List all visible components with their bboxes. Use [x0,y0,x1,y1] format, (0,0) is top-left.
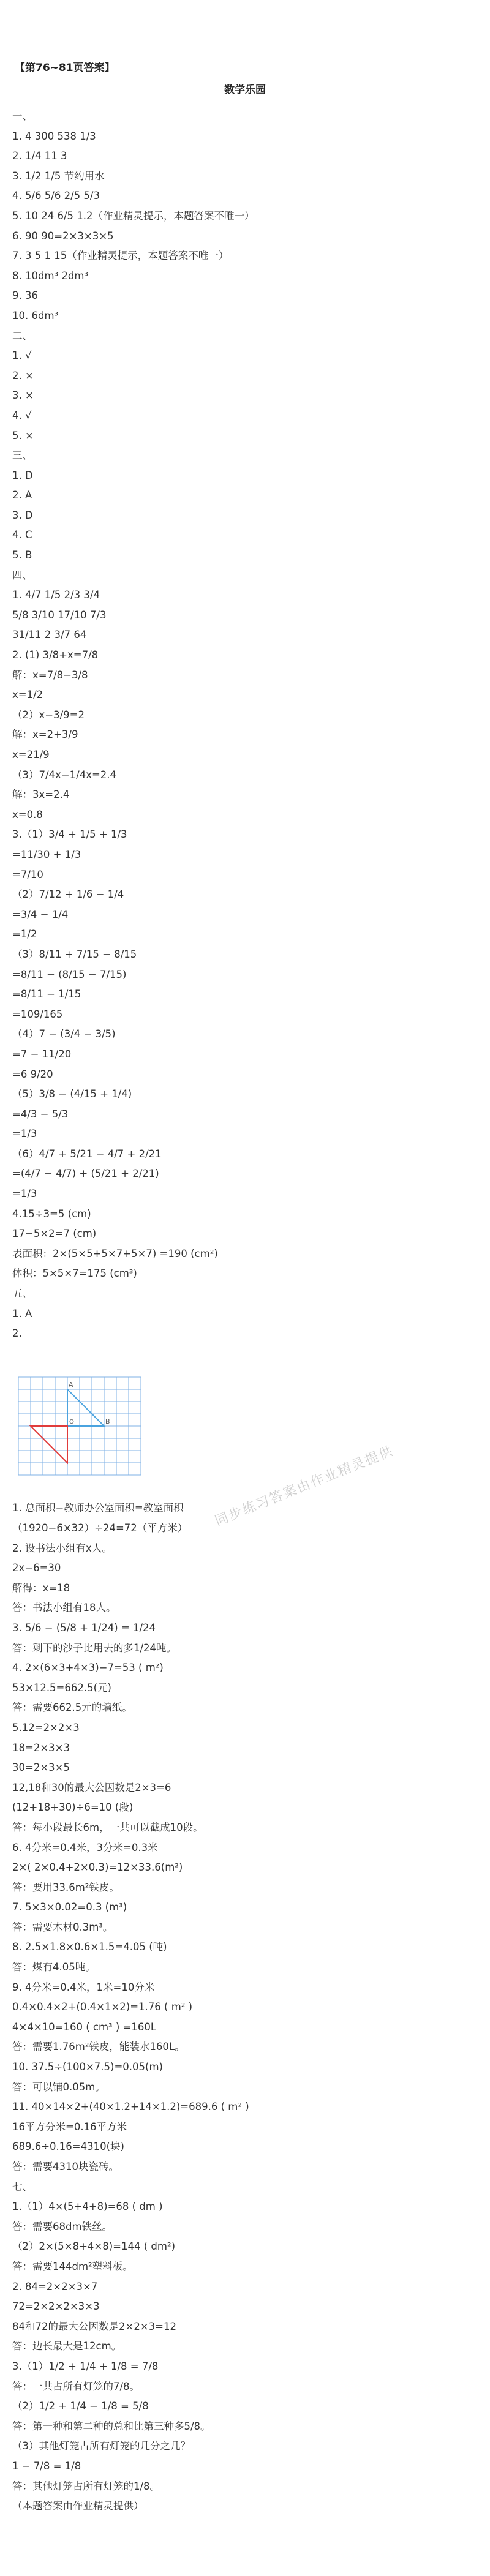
answer-line: 2. × [12,369,34,381]
answer-line: 5.12=2×2×3 [12,1721,80,1733]
answer-line: =6 9/20 [12,1068,53,1080]
answer-line: 2. (1) 3/8+x=7/8 [12,649,99,661]
answer-line: 解：x=7/8−3/8 [12,669,88,681]
answer-line: =109/165 [12,1008,63,1020]
answer-line: （2）1/2 + 1/4 − 1/8 = 5/8 [12,2400,149,2413]
label-a: A [69,1381,74,1389]
answer-line: =7/10 [12,868,43,881]
answer-line: 3.（1）3/4 + 1/5 + 1/3 [12,828,127,841]
answer-line: 1. 4/7 1/5 2/3 3/4 [12,589,100,601]
answer-line [12,2536,478,2556]
answer-line: 5. 10 24 6/5 1.2（作业精灵提示，本题答案不唯一） [12,209,255,222]
answer-line: 8. 10dm³ 2dm³ [12,269,89,282]
answer-line: 1 − 7/8 = 1/8 [12,2460,81,2472]
answer-line: 10. 37.5÷(100×7.5)=0.05(m) [12,2061,163,2073]
grid-figure [12,1371,147,1481]
answer-lines [12,107,478,2576]
answer-line: 1. 总面积−教师办公室面积=教室面积 [12,1502,184,1514]
answer-line [12,2517,478,2537]
answer-line: =3/4 − 1/4 [12,908,69,920]
answer-line: 0.4×0.4×2+(0.4×1×2)=1.76 ( m² ) [12,2001,193,2013]
answer-line: 答：需要4310块瓷砖。 [12,2161,119,2172]
answer-line: 31/11 2 3/7 64 [12,629,87,641]
answer-line: 3. D [12,509,33,521]
answer-line: 1. D [12,469,33,481]
answer-line: 2. 1/4 11 3 [12,150,67,162]
answer-line: (12+18+30)÷6=10 (段) [12,1801,134,1814]
answer-line: x=1/2 [12,689,43,701]
answer-line: （6）4/7 + 5/21 − 4/7 + 2/21 [12,1147,162,1160]
answer-line: 16平方分米=0.16平方米 [12,2120,127,2133]
answer-line: 答：需要144dm²塑料板。 [12,2260,133,2272]
answer-line: 二、 [12,329,32,342]
figure-row [12,1364,478,1498]
answer-line: （2）7/12 + 1/6 − 1/4 [12,888,124,901]
answer-line: 9. 4分米=0.4米，1米=10分米 [12,1981,155,1993]
answer-line: 30=2×3×5 [12,1762,70,1774]
answer-line: 答：需要木材0.3m³。 [12,1921,113,1933]
answer-line: 6. 4分米=0.4米，3分米=0.3米 [12,1841,158,1853]
watermark: 同步练习答案由作业精灵提供 [213,1443,396,1530]
answer-line: 84和72的最大公因数是2×2×3=12 [12,2320,176,2332]
answer-line: 4.15÷3=5 (cm) [12,1207,91,1220]
grid-drawing [12,1371,147,1481]
answer-line: 五、 [12,1288,32,1300]
answer-line: 答：边长最大是12cm。 [12,2340,122,2353]
section-title: 数学乐园 [224,84,266,96]
answer-line: 10. 6dm³ [12,309,59,321]
answer-line: 2. 设书法小组有x人。 [12,1542,112,1554]
answer-line: 12,18和30的最大公因数是2×3=6 [12,1781,172,1793]
answer-line: x=0.8 [12,808,43,820]
answer-line: 689.6÷0.16=4310(块) [12,2141,124,2153]
answer-line: 5. B [12,549,32,561]
answer-line: 答：其他灯笼占所有灯笼的1/8。 [12,2480,160,2492]
answer-line: 解：x=2+3/9 [12,729,78,741]
answer-line: 53×12.5=662.5(元) [12,1681,111,1694]
answer-line: 体积：5×5×7=175 (cm³) [12,1267,137,1280]
answer-line: 4. 2×(6×3+4×3)−7=53 ( m²) [12,1662,164,1674]
answer-line: （2）2×(5×8+4×8)=144 ( dm²) [12,2240,176,2253]
answer-line: 四、 [12,569,32,581]
answer-line: 8. 2.5×1.8×0.6×1.5=4.05 (吨) [12,1941,167,1953]
answer-line [12,1344,478,1364]
answer-line [12,2556,478,2576]
answer-line: 4. C [12,529,32,541]
answer-line: 4. √ [12,409,32,421]
answer-line: 答：可以铺0.05m。 [12,2081,105,2093]
answer-line: 答：需要1.76m²铁皮，能装水160L。 [12,2041,185,2053]
answer-line: =7 − 11/20 [12,1048,72,1060]
answer-line: 5/8 3/10 17/10 7/3 [12,609,107,621]
answer-line: 1. √ [12,350,32,362]
answer-line: （5）3/8 − (4/15 + 1/4) [12,1088,132,1100]
answer-line: 解：3x=2.4 [12,789,70,801]
answer-line: 答：需要662.5元的墙纸。 [12,1702,132,1714]
answer-line: 4×4×10=160 ( cm³ ) =160L [12,2021,157,2033]
answer-line: =8/11 − (8/15 − 7/15) [12,968,127,980]
answer-line: 答：煤有4.05吨。 [12,1961,96,1973]
answer-line: 6. 90 90=2×3×3×5 [12,230,114,242]
answer-line: （4）7 − (3/4 − 3/5) [12,1028,116,1040]
answer-line: （2）x−3/9=2 [12,708,85,721]
answer-line: 答：一共占所有灯笼的7/8。 [12,2380,140,2392]
answer-line: =1/3 [12,1188,37,1200]
answer-line: 2. [12,1327,22,1340]
answer-line: 17−5×2=7 (cm) [12,1228,97,1240]
answer-line: （本题答案由作业精灵提供） [12,2500,144,2512]
answer-line: x=21/9 [12,749,50,760]
answer-line: =8/11 − 1/15 [12,988,81,1001]
answer-line: 72=2×2×2×3×3 [12,2300,100,2313]
answer-line: =1/3 [12,1128,37,1140]
answer-line: 一、 [12,110,32,122]
answer-line: 7. 3 5 1 15（作业精灵提示，本题答案不唯一） [12,250,229,262]
answer-line: 答：书法小组有18人。 [12,1602,116,1614]
answer-line: （3）8/11 + 7/15 − 8/15 [12,948,137,960]
answer-line: （3）7/4x−1/4x=2.4 [12,768,117,781]
answer-line: 3.（1）1/2 + 1/4 + 1/8 = 7/8 [12,2360,159,2372]
answer-line: 3. 1/2 1/5 节约用水 [12,170,105,182]
answer-line: 3. 5/6 − (5/8 + 1/24) = 1/24 [12,1621,156,1634]
answer-line: 2×( 2×0.4+2×0.3)=12×33.6(m²) [12,1861,183,1874]
answer-line: （1920−6×32）÷24=72（平方米） [12,1522,188,1534]
answer-line: =1/2 [12,928,37,941]
answer-line: 9. 36 [12,290,38,302]
answer-line: 3. × [12,389,34,402]
answer-line: =(4/7 − 4/7) + (5/21 + 2/21) [12,1168,159,1180]
answer-line: 七、 [12,2180,32,2193]
answer-line: 解得：x=18 [12,1582,70,1594]
answer-line: 1. A [12,1307,32,1320]
label-o: O [69,1419,74,1426]
answer-line: 1. 4 300 538 1/3 [12,130,96,142]
answer-line: （3）其他灯笼占所有灯笼的几分之几？ [12,2440,190,2452]
page-range-header: 【第76~81页答案】 [15,62,115,74]
answer-line: 5. × [12,429,34,441]
answer-line: 11. 40×14×2+(40×1.2+14×1.2)=689.6 ( m² ) [12,2101,249,2113]
answer-line: 答：第一种和第二种的总和比第三种多5/8。 [12,2420,211,2432]
label-b: B [105,1418,110,1426]
answer-line: 答：需要68dm铁丝。 [12,2220,113,2232]
answer-line: 2. A [12,489,32,501]
answer-line: 答：要用33.6m²铁皮。 [12,1881,119,1893]
answer-line: 4. 5/6 5/6 2/5 5/3 [12,190,100,202]
answer-line: 答：每小段最长6m，一共可以截成10段。 [12,1821,203,1833]
answer-line: 2x−6=30 [12,1562,61,1574]
answer-line: 7. 5×3×0.02=0.3 (m³) [12,1901,127,1913]
answer-line: =11/30 + 1/3 [12,848,81,860]
answer-line: 1.（1）4×(5+4+8)=68 ( dm ) [12,2201,163,2213]
answer-line: =4/3 − 5/3 [12,1108,69,1120]
answer-line: 答：剩下的沙子比用去的多1/24吨。 [12,1642,177,1654]
answer-line: 三、 [12,449,32,462]
answer-line: 2. 84=2×2×3×7 [12,2280,98,2292]
answer-line: 18=2×3×3 [12,1741,70,1754]
answer-line: 表面积：2×(5×5+5×7+5×7) =190 (cm²) [12,1247,218,1260]
red-triangle [31,1426,67,1463]
